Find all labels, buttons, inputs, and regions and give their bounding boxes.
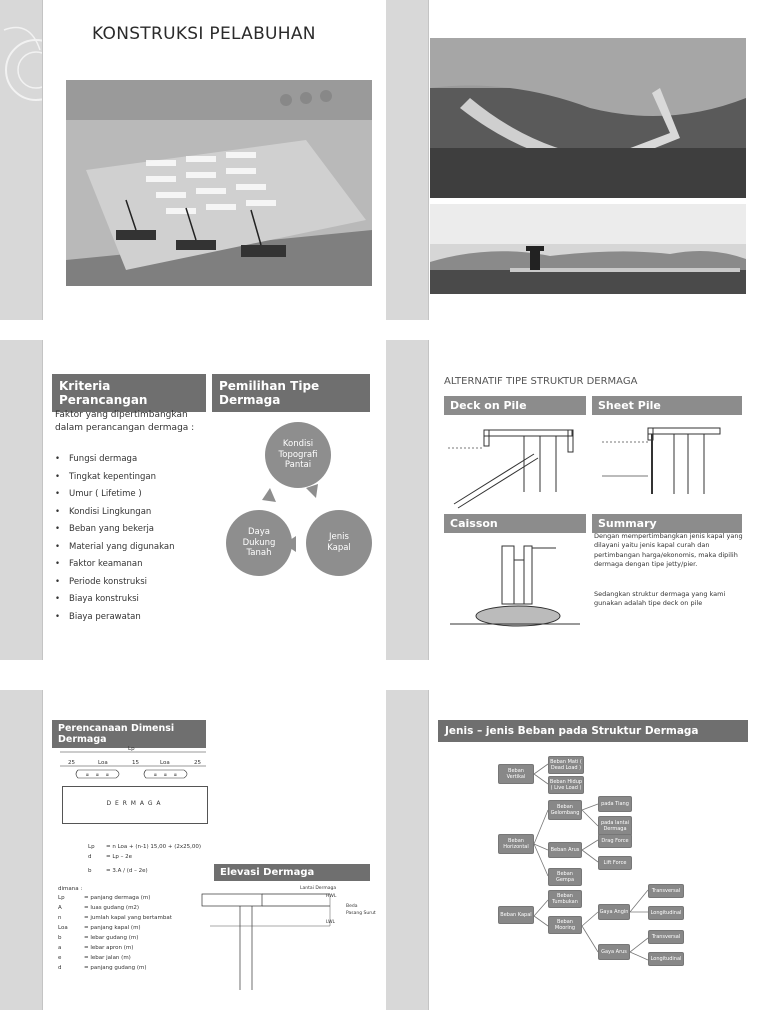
legend-sym: Lp (58, 895, 65, 901)
cycle-text: Jenis (329, 532, 349, 543)
cycle-arrows (0, 340, 382, 660)
list-item: • Faktor keamanan (55, 559, 174, 577)
legend-sym: b (58, 935, 62, 941)
panel-header-sheet-pile: Sheet Pile (592, 396, 742, 415)
arrow-left-icon (284, 536, 296, 552)
port-illustration (66, 80, 372, 286)
summary-line: Dengan mempertimbangkan jenis kapal yang (594, 532, 743, 540)
cycle-text: Kapal (327, 543, 351, 553)
node-beban-mooring: Beban Mooring (548, 916, 582, 934)
node-beban-gelombang: Beban Gelombang (548, 800, 582, 820)
port-aerial-render-image (66, 80, 372, 286)
svg-text:⊠: ⊠ (154, 773, 157, 777)
summary-line: dermaga dengan tipe jetty/pier. (594, 560, 698, 569)
svg-text:⊠: ⊠ (174, 773, 177, 777)
slide-4-alternatif-tipe-struktur (386, 340, 768, 660)
dermaga-label: D E R M A G A (106, 800, 162, 807)
slide-2-port-photos (386, 0, 768, 320)
node-beban-gempa: Beban Gempa (548, 868, 582, 886)
jetty-panorama-illustration (430, 204, 746, 294)
slide-6-jenis-beban (386, 690, 768, 1010)
elev-beda-label (346, 904, 376, 917)
list-item: • Tingkat kepentingan (55, 472, 174, 490)
summary-line: Sedangkan struktur dermaga yang kami (594, 590, 726, 598)
node-beban-tumbukan: Beban Tumbukan (548, 890, 582, 908)
formula-sym-lp: Lp (88, 844, 95, 850)
list-item: • Kondisi Lingkungan (55, 507, 174, 525)
list-item: • Biaya konstruksi (55, 594, 174, 612)
slide-gutter (386, 0, 429, 320)
formula-eq-lp: = n Loa + (n-1) 15,00 + (2x25,00) (106, 844, 202, 850)
elev-lantai-label: Lantai Dermaga (300, 886, 337, 891)
elev-hwl-label: HWL (326, 894, 337, 899)
cycle-text: Dukung (242, 537, 276, 548)
elev-side-line: Pasang Surut (346, 910, 376, 916)
caisson-drawing (444, 534, 586, 634)
slide-5-perencanaan-dimensi (0, 690, 382, 1010)
svg-text:⊠: ⊠ (164, 773, 167, 777)
node-gaya-arus: Gaya Arus (598, 944, 630, 960)
formula-sym-d: d (88, 854, 92, 860)
legend-sym: A (58, 905, 62, 911)
list-item: • Material yang digunakan (55, 542, 174, 560)
svg-text:⊠: ⊠ (86, 773, 89, 777)
harbor-aerial-photo (430, 38, 746, 198)
node-beban-kapal: Beban Kapal (498, 906, 534, 924)
list-item: • Biaya perawatan (55, 612, 174, 630)
formula-eq-b: = 3.A / (d – 2e) (106, 868, 148, 874)
slide-gutter (0, 690, 43, 1010)
node-transversal-1: Transversal (648, 884, 684, 898)
node-longitudinal-1: Longitudinal (648, 906, 684, 920)
list-item: • Periode konstruksi (55, 577, 174, 595)
slide-title: KONSTRUKSI PELABUHAN (92, 24, 316, 44)
legend-desc: = lebar jalan (m) (84, 955, 131, 961)
list-item: • Umur ( Lifetime ) (55, 489, 174, 507)
arrow-right-down-icon (306, 484, 318, 498)
panel-header-summary: Summary (592, 514, 742, 533)
legend-sym: d (58, 965, 62, 971)
elevation-drawing (200, 886, 356, 996)
panel-header-caisson: Caisson (444, 514, 586, 533)
legend-desc: = lebar gudang (m) (84, 935, 139, 941)
elev-side-line: Beda (346, 904, 358, 909)
node-beban-arus: Beban Arus (548, 842, 582, 858)
header-jenis-beban: Jenis – jenis Beban pada Struktur Dermaga (438, 720, 748, 742)
legend-desc: = jumlah kapal yang bertambat (84, 915, 172, 921)
legend-desc: = panjang kapal (m) (84, 925, 141, 931)
node-transversal-2: Transversal (648, 930, 684, 944)
deck-on-pile-drawing (444, 414, 586, 514)
dimana-label: dimana : (58, 886, 83, 892)
list-item: • Fungsi dermaga (55, 454, 174, 472)
header-pemilihan-tipe-dermaga: Pemilihan Tipe Dermaga (212, 374, 370, 412)
legend-sym: a (58, 945, 62, 951)
cycle-text: Daya (247, 527, 270, 538)
cycle-text: Tanah (246, 548, 272, 559)
formula-eq-d: = Lp – 2e (106, 854, 133, 860)
list-item: • Beban yang bekerja (55, 524, 174, 542)
header-elevasi-dermaga: Elevasi Dermaga (214, 864, 370, 881)
node-beban-vertikal: Beban Vertikal (498, 764, 534, 784)
node-gaya-angin: Gaya Angin (598, 904, 630, 920)
legend-desc: = luas gudang (m2) (84, 905, 140, 911)
dim-25-left: 25 (68, 760, 75, 766)
svg-text:⊠: ⊠ (96, 773, 99, 777)
header-kriteria-perancangan: Kriteria Perancangan (52, 374, 206, 412)
cycle-text: Pantai (284, 460, 312, 471)
svg-text:⊠: ⊠ (106, 773, 109, 777)
summary-line: gunakan adalah tipe deck on pile (594, 599, 703, 608)
header-perencanaan-dimensi: Perencanaan Dimensi Dermaga (52, 720, 206, 748)
dim-15: 15 (132, 760, 139, 766)
node-beban-hidup: Beban Hidup ( Live Load ) (548, 776, 584, 794)
elev-lwl-label: LWL (326, 920, 336, 925)
panel-header-deck-on-pile: Deck on Pile (444, 396, 586, 415)
slide-gutter (0, 0, 43, 320)
sheet-pile-drawing (592, 414, 742, 514)
legend-sym: Loa (58, 925, 68, 931)
node-lift-force: Lift Force (598, 856, 632, 870)
summary-line: pertimbangan harga/ekonomis, maka dipilih (594, 550, 738, 559)
harbor-aerial-illustration (430, 38, 746, 198)
slide-gutter (386, 340, 429, 660)
node-beban-mati: Beban Mati ( Dead Load ) (548, 756, 584, 774)
dim-lp-label: Lp (128, 746, 135, 752)
jetty-panorama-photo (430, 204, 746, 294)
legend-sym: n (58, 915, 62, 921)
summary-line: dilayani yaitu jenis kapal curah dan (594, 541, 710, 550)
intro-line-2: dalam perancangan dermaga : (55, 423, 195, 433)
node-beban-horizontal: Beban Horizontal (498, 834, 534, 854)
legend-desc: = panjang dermaga (m) (84, 895, 151, 901)
slide-1-konstruksi-pelabuhan (0, 0, 382, 320)
slide-title: ALTERNATIF TIPE STRUKTUR DERMAGA (444, 376, 638, 387)
intro-line-1: Faktor yang dipertimbangkan (55, 410, 188, 420)
node-longitudinal-2: Longitudinal (648, 952, 684, 966)
legend-desc: = lebar apron (m) (84, 945, 134, 951)
cycle-text: Kondisi (282, 439, 314, 450)
dim-loa-1: Loa (98, 760, 108, 766)
formula-sym-b: b (88, 868, 92, 874)
node-pada-tiang: pada Tiang (598, 796, 632, 812)
summary-text-2 (594, 590, 725, 609)
cycle-text: Topografi (278, 449, 318, 460)
dim-loa-2: Loa (160, 760, 170, 766)
legend-desc: = panjang gudang (m) (84, 965, 147, 971)
slide-3-kriteria-perancangan (0, 340, 382, 660)
decorative-swirl-icon (0, 10, 42, 130)
node-pada-lantai: pada lantai Dermaga (598, 816, 632, 836)
node-drag-force: Drag Force (598, 834, 632, 848)
arrow-up-right-icon (262, 488, 276, 502)
dim-25-right: 25 (194, 760, 201, 766)
legend-sym: e (58, 955, 62, 961)
summary-text-1 (594, 532, 743, 570)
